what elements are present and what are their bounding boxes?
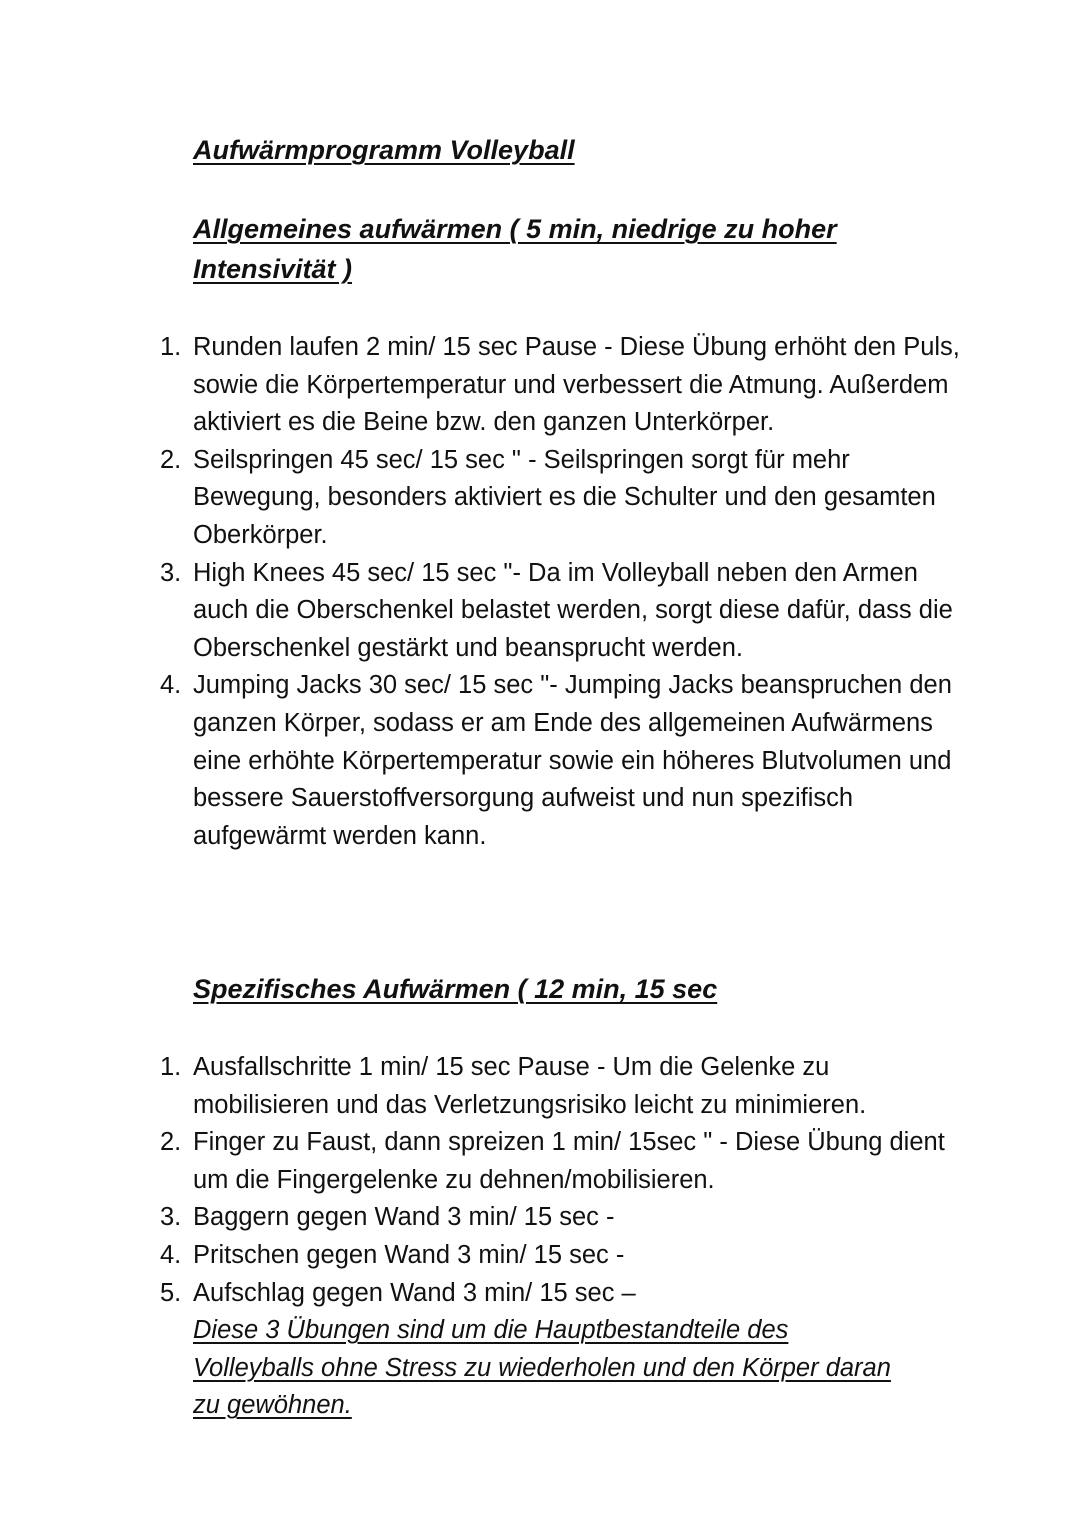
section-heading-general-warmup: Allgemeines aufwärmen ( 5 min, niedrige zu hoher Intensivität ) xyxy=(193,214,837,284)
list-item-text: Ausfallschritte 1 min/ 15 sec Pause - Um die Gelenke zu mobilisieren und das Verletzungsrisiko leicht zu minimieren. xyxy=(193,1053,867,1119)
list-item xyxy=(160,555,963,668)
general-warmup-list xyxy=(160,329,963,855)
list-item-text: Seilspringen 45 sec/ 15 sec " - Seilspringen sorgt für mehr Bewegung, besonders aktiviert es die Schulter und den gesamten Oberkörper. xyxy=(193,445,936,549)
list-item-text: High Knees 45 sec/ 15 sec "- Da im Volleyball neben den Armen auch die Oberschenkel belastet werden, sorgt diese dafür, dass die Oberschenkel gestärkt und beansprucht werden. xyxy=(193,558,953,662)
specific-warmup-list xyxy=(160,1049,963,1425)
list-item xyxy=(160,1275,963,1425)
list-item-text: Aufschlag gegen Wand 3 min/ 15 sec – xyxy=(193,1278,636,1307)
exercise-note: Diese 3 Übungen sind um die Hauptbestandteile des Volleyballs ohne Stress zu wiederholen und den Körper daran zu gewöhnen. xyxy=(193,1316,891,1420)
list-item-number: 1. xyxy=(160,333,182,361)
list-item-text: Jumping Jacks 30 sec/ 15 sec "- Jumping Jacks beanspruchen den ganzen Körper, sodass er am Ende des allgemeinen Aufwärmens eine erhöhte Körpertemperatur sowie ein höheres Blutvolumen und bessere Sauerstoffversorgung aufweist und nun spezifisch aufgewärmt werden kann. xyxy=(193,671,952,850)
list-item-number: 1. xyxy=(160,1053,182,1081)
list-item xyxy=(160,1124,963,1199)
list-item-number: 5. xyxy=(160,1278,182,1307)
list-item-number: 3. xyxy=(160,558,182,587)
list-item xyxy=(160,1237,963,1275)
list-item xyxy=(160,1199,963,1237)
section-heading-specific-warmup: Spezifisches Aufwärmen ( 12 min, 15 sec xyxy=(193,974,718,1004)
document-title: Aufwärmprogramm Volleyball xyxy=(193,135,575,165)
list-item-text: Runden laufen 2 min/ 15 sec Pause - Diese Übung erhöht den Puls, sowie die Körpertemperatur und verbessert die Atmung. Außerdem aktiviert es die Beine bzw. den ganzen Unterkörper. xyxy=(193,333,960,437)
list-item-number: 2. xyxy=(160,1128,182,1157)
list-item-number: 4. xyxy=(160,671,182,700)
list-item-text: Pritschen gegen Wand 3 min/ 15 sec - xyxy=(193,1240,625,1269)
list-item-number: 3. xyxy=(160,1203,182,1232)
list-item xyxy=(160,667,963,855)
list-item xyxy=(160,329,963,442)
list-item-text: Finger zu Faust, dann spreizen 1 min/ 15sec " - Diese Übung dient um die Fingergelenke zu dehnen/mobilisieren. xyxy=(193,1128,945,1194)
list-item-number: 2. xyxy=(160,445,182,474)
list-item xyxy=(160,1049,963,1124)
list-item-text: Baggern gegen Wand 3 min/ 15 sec - xyxy=(193,1203,615,1232)
list-item-number: 4. xyxy=(160,1240,182,1269)
list-item xyxy=(160,442,963,555)
